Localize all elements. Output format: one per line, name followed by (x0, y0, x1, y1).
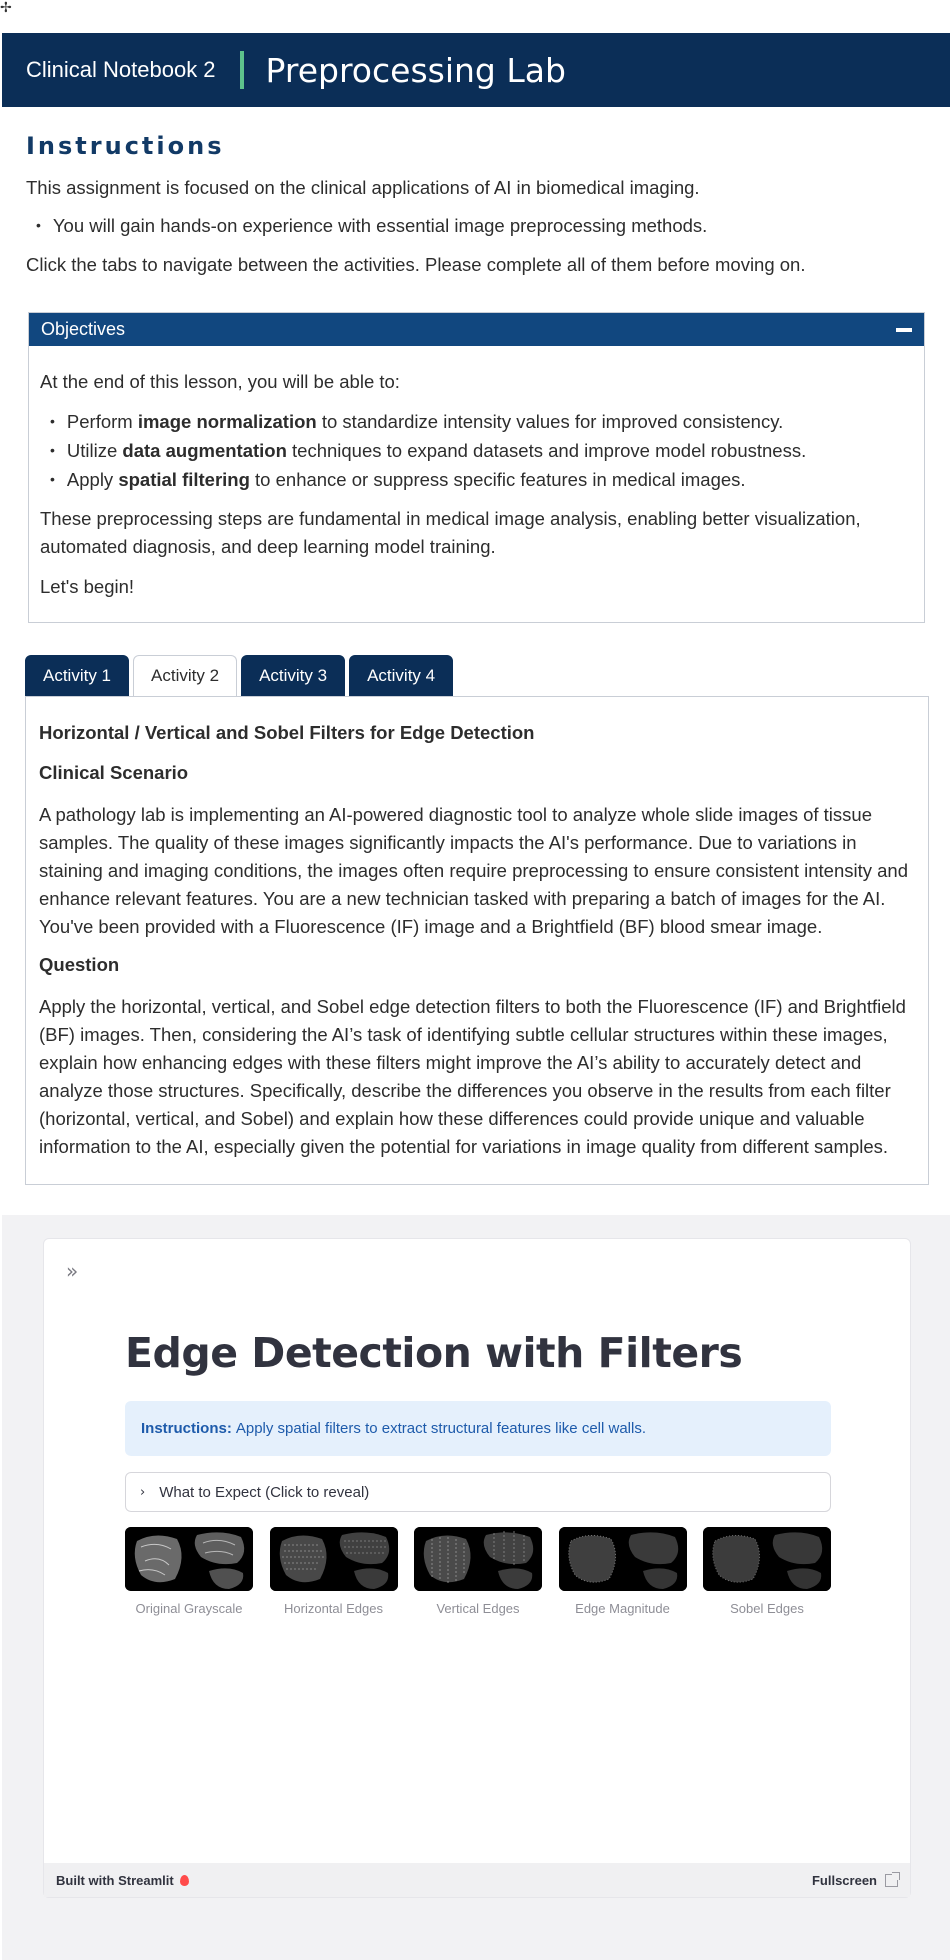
objectives-lead: At the end of this lesson, you will be able to: (40, 371, 400, 392)
page-header (2, 33, 950, 107)
gallery-caption: Edge Magnitude (575, 1601, 670, 1616)
external-link-icon (885, 1874, 898, 1887)
gallery-caption: Vertical Edges (436, 1601, 520, 1616)
edge-magnitude-image[interactable] (559, 1527, 687, 1591)
horizontal-edges-image[interactable] (270, 1527, 398, 1591)
sidebar-expand-icon[interactable]: » (66, 1259, 79, 1283)
minus-icon[interactable] (896, 328, 912, 332)
streamlit-footer (44, 1863, 910, 1897)
footer-left-label: Built with Streamlit (56, 1872, 174, 1888)
instructions-nav-note: Click the tabs to navigate between the activities. Please complete all of them before moving on. (26, 254, 806, 275)
streamlit-app-frame (43, 1238, 911, 1898)
fullscreen-label: Fullscreen (811, 1872, 877, 1888)
objectives-title: Objectives (41, 319, 126, 339)
tab-activity-4[interactable]: Activity 4 (349, 655, 453, 696)
expander-label: What to Expect (Click to reveal) (159, 1483, 370, 1501)
objectives-summary: These preprocessing steps are fundamental in medical image analysis, enabling better visualization, automated diagnosis, and deep learning model training. (40, 508, 861, 557)
gallery-item-sobel (703, 1527, 831, 1616)
notebook-label: Clinical Notebook 2 (26, 57, 216, 82)
question-text: Apply the horizontal, vertical, and Sobel edge detection filters to both the Fluorescence (IF) and Brightfield (BF) images. Then, considering the AI’s task of identifying subtle cellular structures within these images, explain how enhancing edges with these filters might improve the AI’s ability to accurately detect and analyze those structures. Specifically, describe the differences you observe in the results from each filter (horizontal, vertical, and Sobel) and explain how these differences could provide unique and valuable information to the AI, especially given the potential for variations in image quality from different samples. (39, 996, 906, 1157)
instructions-intro: This assignment is focused on the clinical applications of AI in biomedical imaging. (26, 177, 700, 198)
activity-title: Horizontal / Vertical and Sobel Filters for Edge Detection (39, 722, 535, 743)
sobel-edges-image[interactable] (703, 1527, 831, 1591)
objectives-body (29, 346, 924, 601)
instructions-heading: Instructions (26, 132, 225, 160)
instructions-bullet: • You will gain hands-on experience with essential image preprocessing methods. (36, 212, 926, 241)
built-with-streamlit-link[interactable] (56, 1873, 189, 1888)
info-label: Instructions: (141, 1420, 232, 1437)
gallery-item-vertical (414, 1527, 542, 1616)
header-divider (240, 51, 244, 89)
question-heading: Question (39, 954, 120, 975)
objective-item: • Apply spatial filtering to enhance or suppress specific features in medical images. (40, 466, 913, 495)
tab-activity-3[interactable]: Activity 3 (241, 655, 345, 696)
activity-panel (25, 696, 929, 1185)
what-to-expect-expander[interactable] (125, 1472, 831, 1512)
info-text: Apply spatial filters to extract structural features like cell walls. (235, 1420, 646, 1437)
original-grayscale-image[interactable] (125, 1527, 253, 1591)
gallery-caption: Original Grayscale (135, 1601, 243, 1616)
info-alert (125, 1401, 831, 1456)
chevron-right-icon: › (140, 1484, 146, 1500)
gallery-item-original (125, 1527, 253, 1616)
instructions-list (36, 212, 926, 241)
scenario-heading: Clinical Scenario (39, 762, 189, 783)
objective-item: • Perform image normalization to standardize intensity values for improved consistency. (40, 408, 913, 437)
gallery-item-horizontal (270, 1527, 398, 1616)
tab-activity-2[interactable]: Activity 2 (133, 655, 237, 697)
objective-item: • Utilize data augmentation techniques to expand datasets and improve model robustness. (40, 437, 913, 466)
corner-glyph-icon: ✢ (0, 0, 12, 16)
gallery-item-magnitude (559, 1527, 687, 1616)
gallery-caption: Horizontal Edges (284, 1601, 383, 1616)
activity-tabs (25, 655, 453, 697)
instructions-section (26, 132, 926, 279)
objectives-panel (28, 312, 925, 623)
app-title: Edge Detection with Filters (125, 1329, 743, 1377)
objectives-list (40, 408, 913, 495)
page-title: Preprocessing Lab (265, 50, 566, 90)
fullscreen-button[interactable] (812, 1873, 898, 1888)
gallery-caption: Sobel Edges (730, 1601, 804, 1616)
scenario-text: A pathology lab is implementing an AI-powered diagnostic tool to analyze whole slide images of tissue samples. The quality of these images significantly impacts the AI's performance. Due to variations in staining and imaging conditions, the images often require preprocessing to ensure consistent intensity and enhance relevant features. You are a new technician tasked with preparing a batch of images for the AI. You've been provided with a Fluorescence (IF) image and a Brightfield (BF) blood smear image. (39, 804, 908, 937)
objectives-header[interactable] (29, 313, 924, 346)
vertical-edges-image[interactable] (414, 1527, 542, 1591)
streamlit-logo-icon (180, 1875, 189, 1886)
filter-gallery (125, 1527, 831, 1616)
tab-activity-1[interactable]: Activity 1 (25, 655, 129, 696)
objectives-closing: Let's begin! (40, 576, 135, 597)
